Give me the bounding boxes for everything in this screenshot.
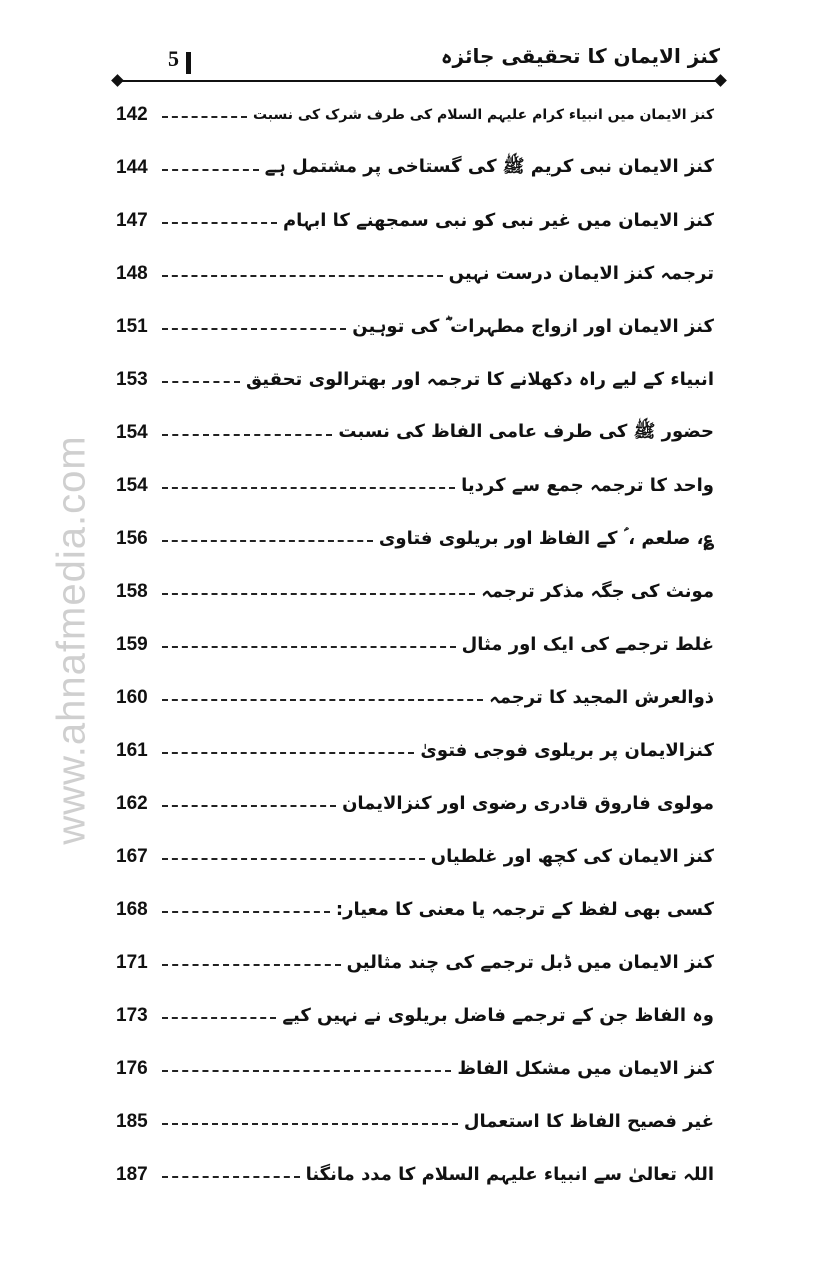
toc-page-number: 161	[116, 739, 148, 761]
toc-leader-dashes	[162, 1070, 451, 1072]
toc-leader-dashes	[162, 593, 475, 595]
page-number-bar	[186, 52, 191, 74]
toc-leader-dashes	[162, 964, 341, 966]
header-rule	[118, 80, 720, 82]
toc-entry	[116, 247, 714, 300]
toc-leader-dashes	[162, 275, 443, 277]
toc-page-number: 156	[116, 527, 148, 549]
toc-page-number: 151	[116, 315, 148, 337]
toc-page-number: 173	[116, 1004, 148, 1026]
toc-entry-title: کنز الایمان نبی کریم ﷺ کی گستاخی پر مشتمل ہے	[264, 155, 714, 177]
toc-page-number: 147	[116, 209, 148, 231]
toc-entry	[116, 1095, 714, 1148]
toc-entry-title: مولوی فاروق قادری رضوی اور کنزالایمان	[342, 793, 714, 814]
toc-page-number: 167	[116, 845, 148, 867]
toc-leader-dashes	[162, 222, 277, 224]
toc-entry	[116, 936, 714, 989]
toc-entry	[116, 353, 714, 406]
toc-entry	[116, 830, 714, 883]
toc-entry	[116, 459, 714, 512]
toc-page-number: 176	[116, 1057, 148, 1079]
toc-page-number: 168	[116, 898, 148, 920]
toc-entry	[116, 883, 714, 936]
toc-page-number: 154	[116, 474, 148, 496]
toc-entry	[116, 194, 714, 247]
toc-entry	[116, 1148, 714, 1201]
toc-page-number: 187	[116, 1163, 148, 1185]
toc-entry-title: کنز الایمان میں مشکل الفاظ	[457, 1058, 714, 1079]
toc-entry	[116, 88, 714, 141]
toc-entry-title: کنز الایمان اور ازواج مطہرات ؓ کی توہین	[352, 316, 714, 337]
toc-page-number: 153	[116, 368, 148, 390]
toc-leader-dashes	[162, 858, 425, 860]
toc-page-number: 148	[116, 262, 148, 284]
toc-entry-title: کنز الایمان میں غیر نبی کو نبی سمجھنے کا ابہام	[282, 210, 714, 231]
toc-leader-dashes	[162, 911, 330, 913]
toc-entry-title: کنز الایمان میں ڈبل ترجمے کی چند مثالیں	[346, 952, 714, 973]
toc-entry-title: کسی بھی لفظ کے ترجمہ یا معنی کا معیار:	[335, 899, 714, 920]
toc-leader-dashes	[162, 328, 346, 330]
toc-leader-dashes	[162, 752, 414, 754]
toc-entry	[116, 671, 714, 724]
page-header	[110, 44, 720, 80]
toc-page-number: 185	[116, 1110, 148, 1132]
toc-leader-dashes	[162, 169, 259, 171]
toc-entry-title: انبیاء کے لیے راہ دکھلانے کا ترجمہ اور بھترالوی تحقیق	[246, 369, 714, 390]
toc-page-number: 158	[116, 580, 148, 602]
toc-leader-dashes	[162, 805, 336, 807]
toc-leader-dashes	[162, 540, 373, 542]
toc-page-number: 159	[116, 633, 148, 655]
toc-page-number: 142	[116, 103, 148, 125]
toc-page-number: 171	[116, 951, 148, 973]
toc-leader-dashes	[162, 699, 483, 701]
page-number: 5	[168, 46, 179, 71]
toc-entry	[116, 141, 714, 194]
toc-leader-dashes	[162, 487, 455, 489]
toc-leader-dashes	[162, 1017, 276, 1019]
table-of-contents	[116, 88, 714, 1201]
toc-leader-dashes	[162, 434, 332, 436]
toc-entry	[116, 724, 714, 777]
toc-entry-title: ترجمہ کنز الایمان درست نہیں	[448, 263, 714, 284]
toc-leader-dashes	[162, 646, 456, 648]
toc-entry	[116, 512, 714, 565]
toc-entry-title: کنز الایمان کی کچھ اور غلطیاں	[430, 846, 714, 867]
toc-entry-title: اللہ تعالیٰ سے انبیاء علیہم السلام کا مدد مانگنا	[305, 1164, 714, 1185]
toc-entry	[116, 1042, 714, 1095]
toc-entry-title: واحد کا ترجمہ جمع سے کردیا	[461, 475, 714, 496]
toc-page-number: 160	[116, 686, 148, 708]
toc-page-number: 144	[116, 156, 148, 178]
toc-entry	[116, 565, 714, 618]
toc-entry-title: غیر فصیح الفاظ کا استعمال	[463, 1111, 714, 1132]
toc-entry-title: کنز الایمان میں انبیاء کرام علیہم السلام کی طرف شرک کی نسبت	[252, 106, 714, 123]
toc-entry-title: غلط ترجمے کی ایک اور مثال	[461, 634, 714, 655]
book-title: کنز الایمان کا تحقیقی جائزہ	[440, 44, 720, 68]
watermark-text: www.ahnafmedia.com	[49, 435, 94, 845]
toc-entry	[116, 618, 714, 671]
toc-entry-title: ذوالعرش المجید کا ترجمہ	[489, 687, 714, 708]
toc-entry-title: ؏، صلعم ، ؑ کے الفاظ اور بریلوی فتاوی	[378, 528, 714, 549]
toc-leader-dashes	[162, 381, 240, 383]
toc-entry	[116, 989, 714, 1042]
toc-entry-title: مونث کی جگہ مذکر ترجمہ	[481, 581, 714, 602]
toc-page-number: 154	[116, 421, 148, 443]
toc-leader-dashes	[162, 1123, 458, 1125]
toc-entry-title: وہ الفاظ جن کے ترجمے فاضل بریلوی نے نہیں کیے	[282, 1005, 714, 1026]
toc-entry	[116, 406, 714, 459]
toc-leader-dashes	[162, 1176, 300, 1178]
toc-leader-dashes	[162, 116, 247, 118]
toc-entry-title: حضور ﷺ کی طرف عامی الفاظ کی نسبت	[338, 420, 714, 442]
toc-entry	[116, 300, 714, 353]
toc-entry	[116, 777, 714, 830]
toc-page-number: 162	[116, 792, 148, 814]
toc-entry-title: کنزالایمان پر بریلوی فوجی فتویٰ	[420, 740, 714, 761]
